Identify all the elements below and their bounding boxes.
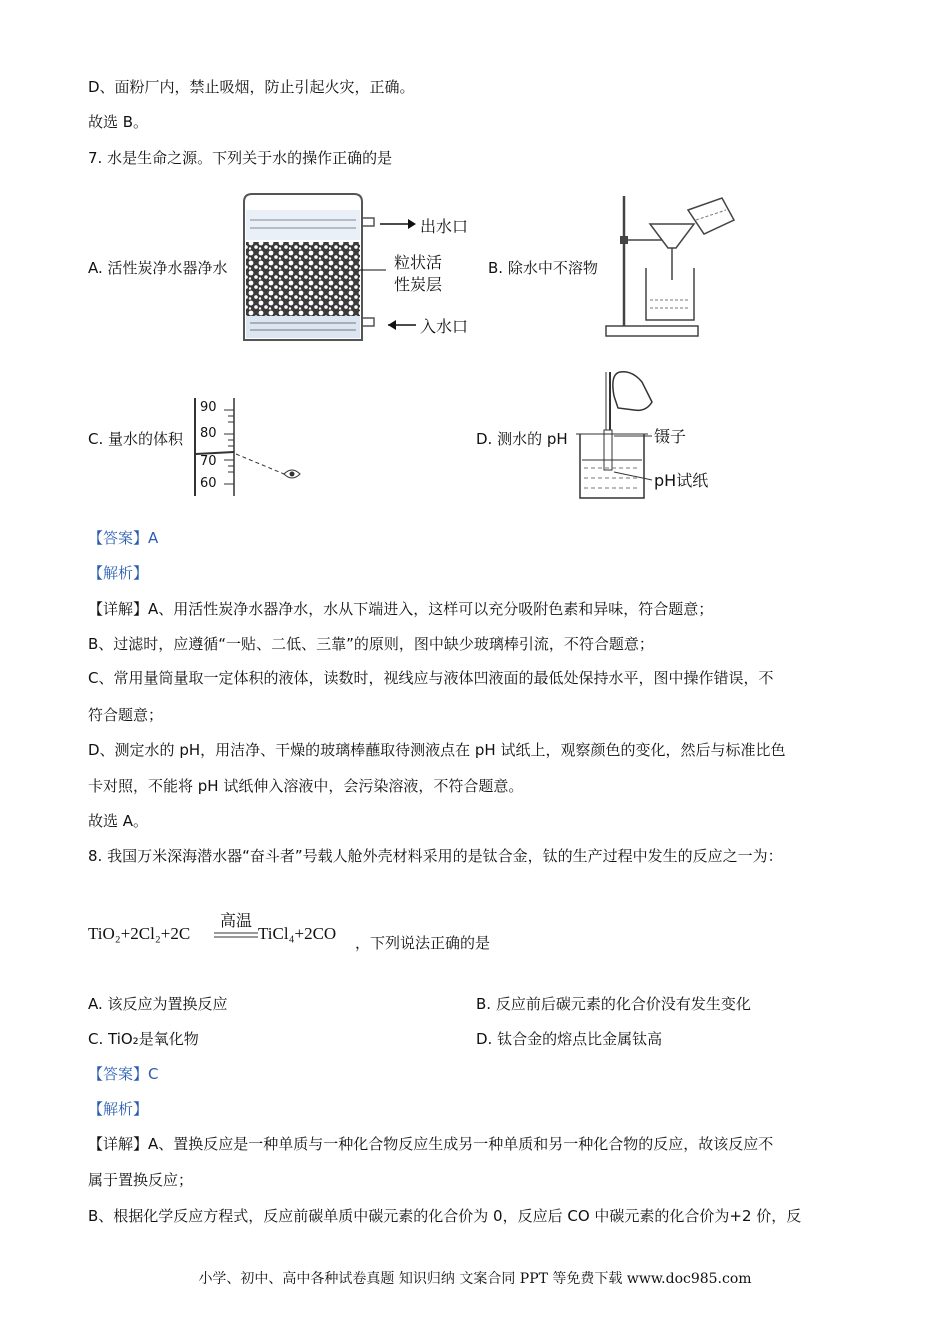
text-line: C、常用量筒量取一定体积的液体，读数时，视线应与液体凹液面的最低处保持水平，图中操作错误，不 [88,669,774,687]
ph-paper-label: pH试纸 [654,471,709,490]
text-line: 【详解】A、置换反应是一种单质与一种化合物反应生成另一种单质和另一种化合物的反应，故该反应不 [88,1135,774,1153]
analysis-heading-8: 【解析】 [88,1100,149,1118]
carbon-layer-label-1: 粒状活 [394,253,443,272]
option-7c: C. 量水的体积 [88,430,184,448]
option-8c: C. TiO₂是氧化物 [88,1030,199,1048]
option-7a: A. 活性炭净水器净水 [88,259,228,277]
text-line: 故选 A。 [88,812,149,830]
carbon-purifier-figure [238,190,488,350]
filtration-figure [600,190,740,340]
text-line: 【详解】A、用活性炭净水器净水，水从下端进入，这样可以充分吸附色素和异味，符合题意； [88,600,714,618]
text-line: 卡对照，不能将 pH 试纸伸入溶液中，会污染溶液，不符合题意。 [88,777,524,795]
tick-label: 70 [200,454,217,469]
option-8a: A. 该反应为置换反应 [88,995,228,1013]
ph-test-figure [570,368,740,508]
question-8-stem: 8. 我国万米深海潜水器“奋斗者”号载人舱外壳材料采用的是钛合金，钛的生产过程中发生的反应之一为： [88,847,783,865]
answer-7: 【答案】A [88,529,159,547]
tick-label: 80 [200,426,217,441]
analysis-heading-7: 【解析】 [88,564,149,582]
tweezers-label: 镊子 [654,427,687,446]
option-8d: D. 钛合金的熔点比金属钛高 [476,1030,663,1048]
graduated-cylinder-figure [192,396,312,498]
text-line: B、过滤时，应遵循“一贴、二低、三靠”的原则，图中缺少玻璃棒引流，不符合题意； [88,635,654,653]
question-7-stem: 7. 水是生命之源。下列关于水的操作正确的是 [88,149,393,167]
text-line: D、面粉厂内，禁止吸烟，防止引起火灾，正确。 [88,78,415,96]
answer-8: 【答案】C [88,1065,159,1083]
text-line: B、根据化学反应方程式，反应前碳单质中碳元素的化合价为 0，反应后 CO 中碳元素的化合价为+2 价，反 [88,1207,802,1225]
tick-label: 90 [200,400,217,415]
equation-right: TiCl₄+2CO [258,924,337,943]
option-7b: B. 除水中不溶物 [488,259,598,277]
equals-sign [214,932,258,940]
carbon-layer-label-2: 性炭层 [394,275,443,294]
text-line: D、测定水的 pH，用洁净、干燥的玻璃棒蘸取待测液点在 pH 试纸上，观察颜色的变化，然后与标准比色 [88,741,786,759]
option-7d: D. 测水的 pH [476,430,568,448]
equation-tail: ，下列说法正确的是 [355,934,491,952]
page-footer: 小学、初中、高中各种试卷真题 知识归纳 文案合同 PPT 等免费下载 www.doc985.com [198,1271,752,1287]
equation-left: TiO₂+2Cl₂+2C [88,924,191,943]
tick-label: 60 [200,476,217,491]
option-8b: B. 反应前后碳元素的化合价没有发生变化 [476,995,751,1013]
text-line: 属于置换反应； [88,1171,194,1189]
equation-condition: 高温 [220,913,253,930]
outlet-label: 出水口 [420,217,469,236]
text-line: 符合题意； [88,706,164,724]
text-line: 故选 B。 [88,113,149,131]
inlet-label: 入水口 [420,317,469,336]
